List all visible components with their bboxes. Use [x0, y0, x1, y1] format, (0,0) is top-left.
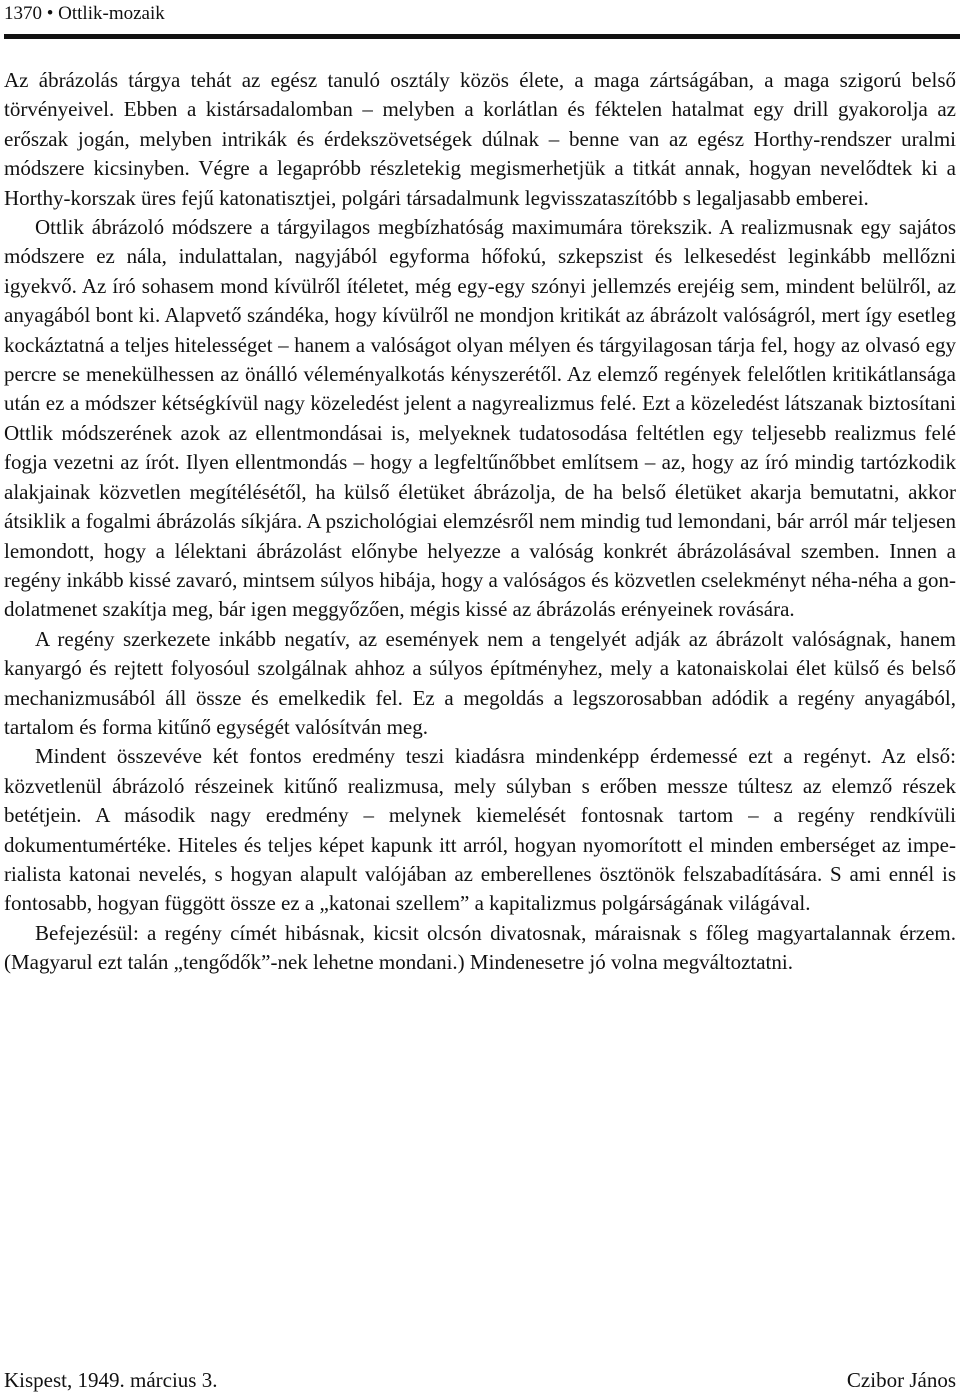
page-number: 1370 [4, 3, 42, 24]
author-name: Czibor János [846, 1368, 956, 1392]
place-date: Kispest, 1949. március 3. [4, 1368, 218, 1392]
article-body [4, 66, 956, 978]
paragraph-1: Az ábrázolás tárgya tehát az egész tanuló osztály közös élete, a maga zártságában, a maga szigorú belső törvényeivel. Ebben a kistársadalomban – melyben a korlátlan és féktelen hatalmat egy drill gyakorolja az erőszak jogán, melyben intrikák és érdekszövetségek dúlnak – benne van az egész Horthy-rendszer uralmi módszere kicsinyben. Végre a legapróbb részletekig megismerhetjük a titkát annak, hogyan nevelődtek ki a Horthy-korszak üres fejű katonatisztjei, polgári társadalmunk legvisszataszítóbb s legaljasabb emberei. [4, 68, 956, 210]
header-rule [4, 34, 960, 39]
paragraph-2: Ottlik ábrázoló módszere a tárgyilagos megbízhatóság maximumára törekszik. A realizmusnak egy sajátos módszere ez nála, indulattalan, nagyjából egyforma hőfokú, szkepszist és lelkesedést leginkább mellőzni igyekvő. Az író sohasem mond kívülről ítéletet, még egy-egy szónyi jellemzés erejéig sem, mindent belülről, az anyagából bont ki. Alapvető szándéka, hogy kívülről ne mondjon kritikát az ábrázolt valóságról, mert így esetleg kockáztatná a teljes hitelességet – hanem a valóságot olyan mélyen és tárgyilagosan tárja fel, hogy az olvasó egy percre se menekülhessen az önálló véleményalkotás kényszerétől. Az elemző regények felelőtlen kritikátlansága után ez a módszer kétségkívül nagy közeledést jelent a nagyrealizmus felé. Ezt a közeledést látszanak biztosítani Ottlik módszerének azok az ellentmondásai is, melyeknek tudatosodása feltétlen egy teljesebb realizmus felé fogja vezetni az írót. Ilyen ellentmondás – hogy a legfeltűnőbbet említsem – az, hogy az író mindig tartózkodik alakjainak közvetlen megítélésétől, ha külső életüket ábrázolja, de ha belső életüket akarja bemutatni, akkor átsiklik a fogalmi ábrázolás síkjára. A pszichológiai elemzésről nem mindig tud lemondani, bár arról már teljesen lemondott, hogy a lélektani ábrázolást előnybe helyezze a valóság konkrét ábrázolásával szemben. Innen a regény inkább kissé zavaró, mintsem súlyos hibája, hogy a valóságos és közvetlen cselekményt néha-néha a gondolatmenet szakítja meg, bár igen meggyőzően, mégis kissé az ábrázolás erényeinek rovására. [4, 215, 956, 622]
running-title: Ottlik-mozaik [58, 3, 165, 24]
running-head [4, 2, 165, 26]
paragraph-5: Befejezésül: a regény címét hibásnak, kicsit olcsón divatosnak, máraisnak s főleg magyartalannak érzem. (Magyarul ezt talán „tengődők”-nek lehetne mondani.) Mindenesetre jó volna megváltoztatni. [4, 920, 956, 975]
signature-line [4, 1366, 956, 1395]
header-separator: • [46, 3, 54, 24]
paragraph-3: A regény szerkezete inkább negatív, az események nem a tengelyét adják az ábrázolt valóságnak, hanem kanyargó és rejtett folyosóul szolgálnak ahhoz a súlyos építményhez, mely a katonaiskolai élet külső és belső mechanizmusából áll össze és emelkedik fel. Ez a megoldás a legszorosabban adódik a regény anyagából, tartalom és forma kitűnő egységét valósítván meg. [4, 626, 956, 739]
paragraph-4: Mindent összevéve két fontos eredmény teszi kiadásra mindenképp érdemessé ezt a regényt. Az első: közvetlenül ábrázoló részeinek kitűnő realizmusa, mely súlyban s erőben messze túltesz az elemző részek betétjein. A második nagy eredmény – melynek kiemelését fontosnak tartom – a regény rendkívüli dokumentumértéke. Hiteles és teljes képet kapunk itt arról, hogyan nyomorított el minden emberséget az imperialista katonai nevelés, s hogyan alapult valójában az emberellenes ösztönök felszabadítására. S ami ennél is fontosabb, hogyan függött össze ez a „katonai szellem” a kapitalizmus polgárságának világával. [4, 744, 956, 916]
